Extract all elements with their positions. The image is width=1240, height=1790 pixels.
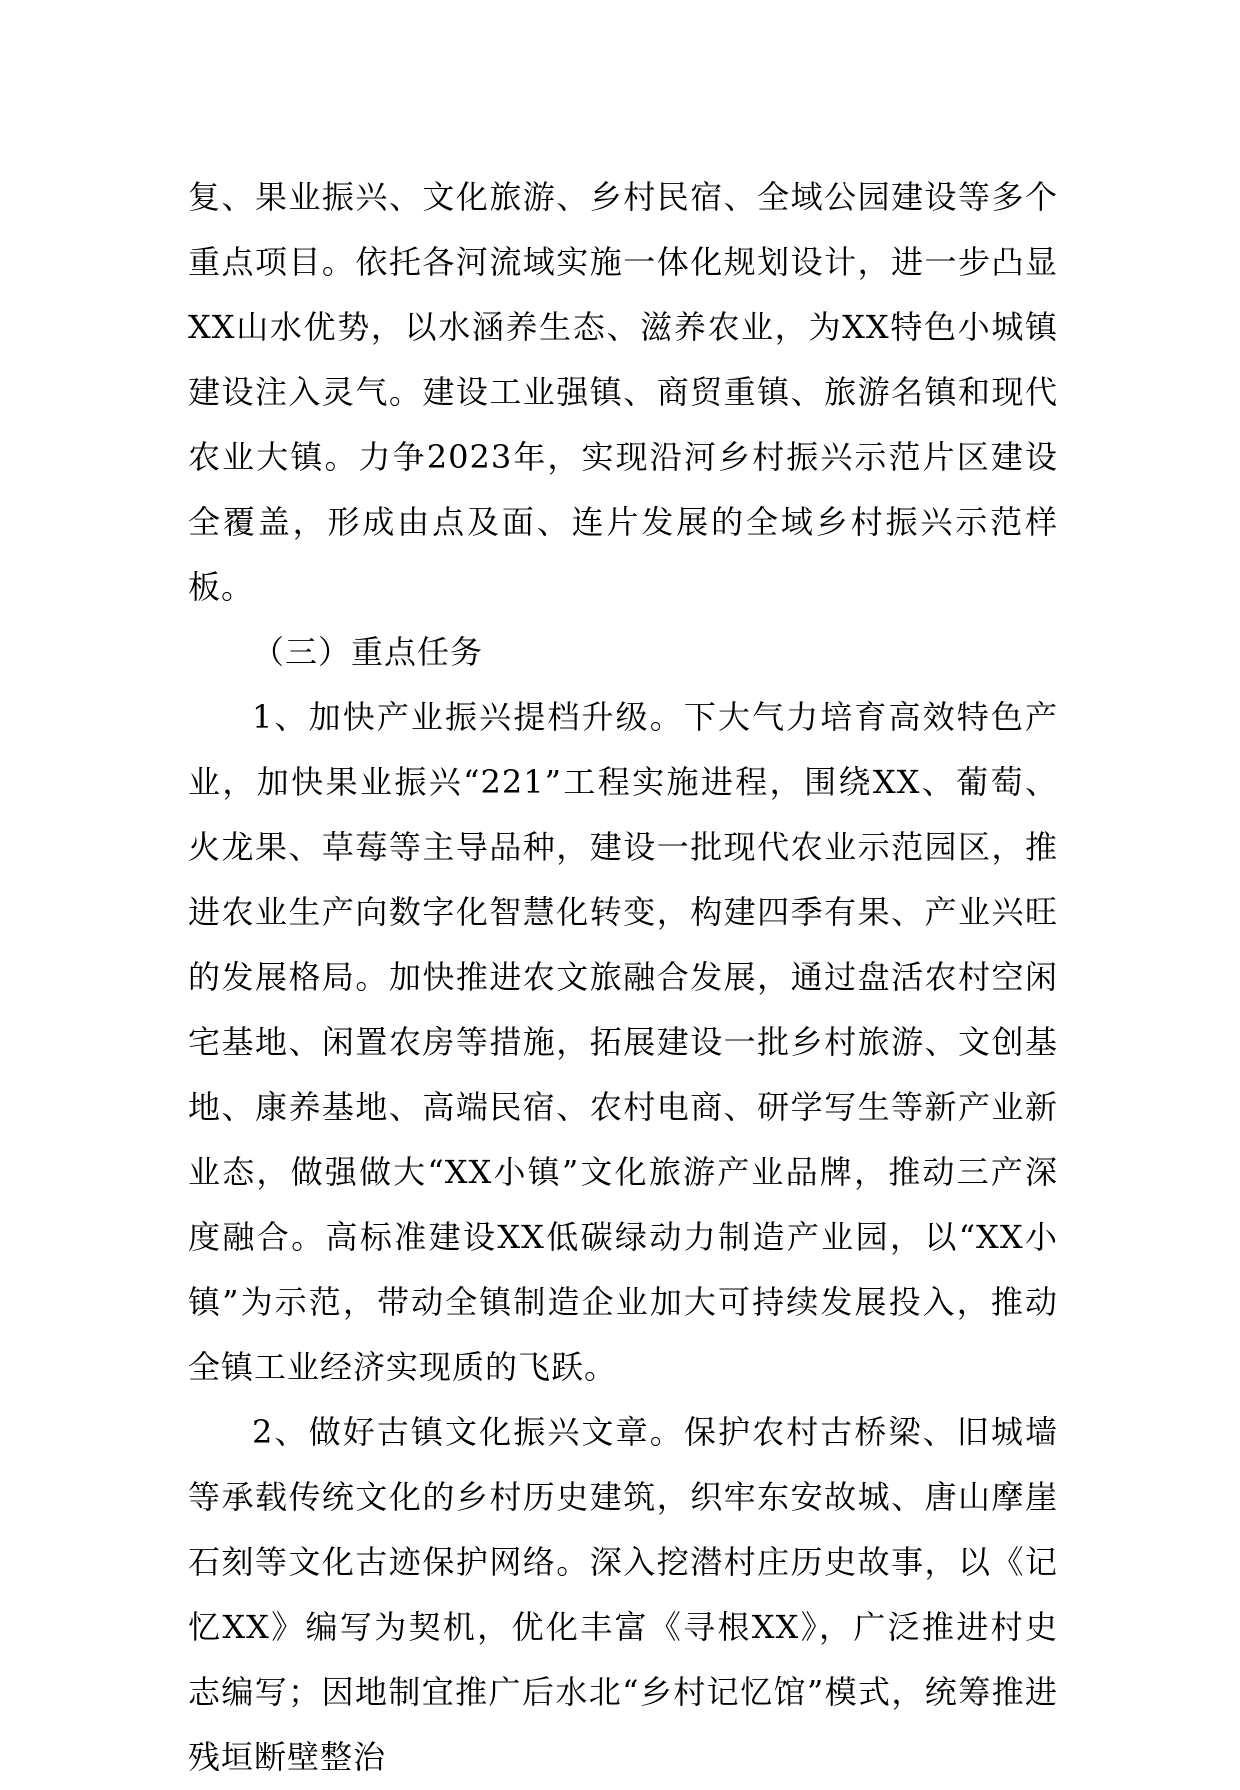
document-body	[188, 165, 1058, 1790]
section-heading: （三）重点任务	[252, 633, 484, 671]
paragraph-task-2: 2、做好古镇文化振兴文章。保护农村古桥梁、旧城墙等承载传统文化的乡村历史建筑，织牢东安故城、唐山摩崖石刻等文化古迹保护网络。深入挖潜村庄历史故事，以《记忆XX》编写为契机，优化丰富《寻根XX》，广泛推进村史志编写；因地制宜推广后水北“乡村记忆馆”模式，统筹推进残垣断壁整治	[188, 1413, 1058, 1776]
paragraph-task-1: 1、加快产业振兴提档升级。下大气力培育高效特色产业，加快果业振兴“221”工程实施进程，围绕XX、葡萄、火龙果、草莓等主导品种，建设一批现代农业示范园区，推进农业生产向数字化智慧化转变，构建四季有果、产业兴旺的发展格局。加快推进农文旅融合发展，通过盘活农村空闲宅基地、闲置农房等措施，拓展建设一批乡村旅游、文创基地、康养基地、高端民宿、农村电商、研学写生等新产业新业态，做强做大“XX小镇”文化旅游产业品牌，推动三产深度融合。高标准建设XX低碳绿动力制造产业园，以“XX小镇”为示范，带动全镇制造企业加大可持续发展投入，推动全镇工业经济实现质的飞跃。	[188, 698, 1058, 1386]
paragraph-continuation: 复、果业振兴、文化旅游、乡村民宿、全域公园建设等多个重点项目。依托各河流域实施一体化规划设计，进一步凸显XX山水优势，以水涵养生态、滋养农业，为XX特色小城镇建设注入灵气。建设工业强镇、商贸重镇、旅游名镇和现代农业大镇。力争2023年，实现沿河乡村振兴示范片区建设全覆盖，形成由点及面、连片发展的全域乡村振兴示范样板。	[188, 178, 1058, 606]
